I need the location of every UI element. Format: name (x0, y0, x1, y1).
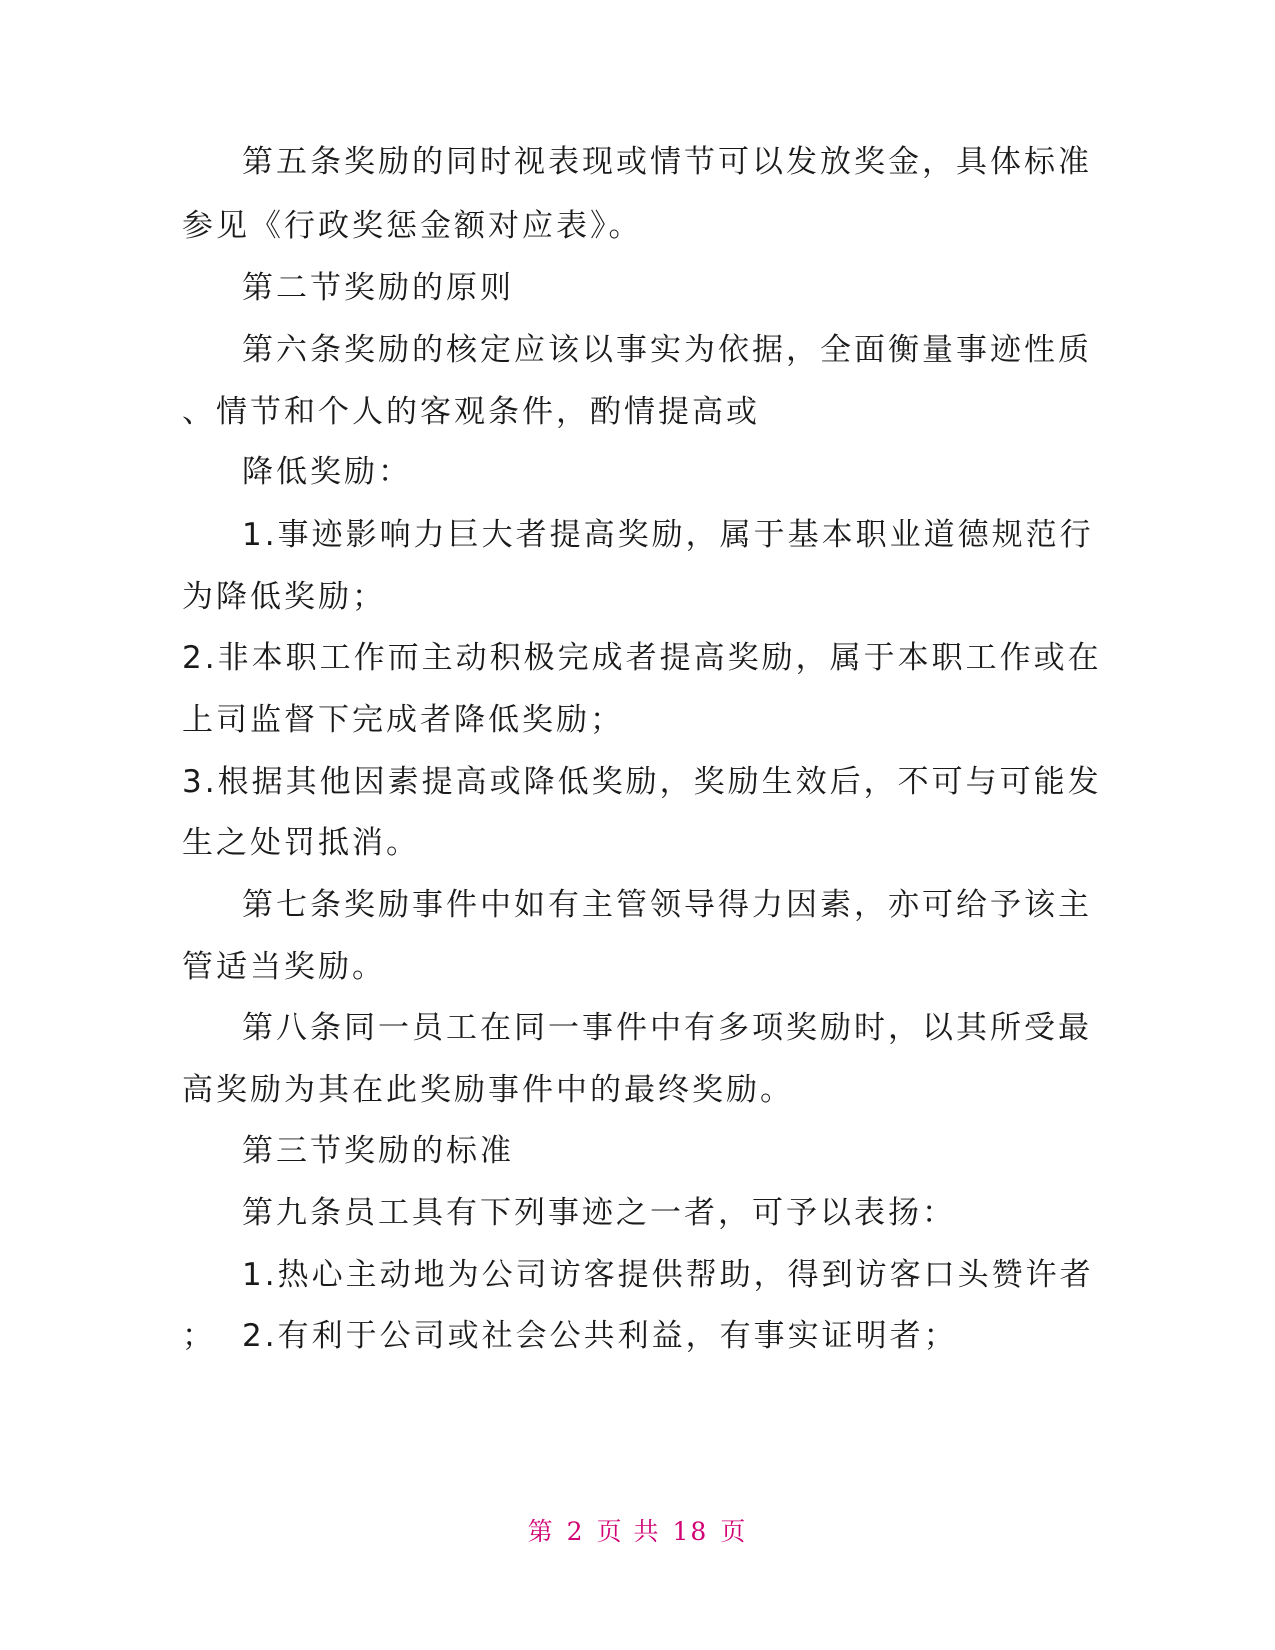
paragraph-line: 、情节和个人的客观条件，酌情提高或 (182, 394, 760, 430)
list-item: 上司监督下完成者降低奖励； (182, 702, 624, 738)
paragraph-line: 第七条奖励事件中如有主管领导得力因素，亦可给予该主 (242, 887, 1092, 923)
paragraph-line: 参见《行政奖惩金额对应表》。 (182, 208, 643, 244)
paragraph-line: 管适当奖励。 (182, 949, 386, 985)
list-item: 1.事迹影响力巨大者提高奖励，属于基本职业道德规范行 (242, 517, 1094, 553)
list-item: 生之处罚抵消。 (182, 825, 420, 861)
section-heading: 第三节奖励的标准 (242, 1133, 514, 1169)
list-item: ； (182, 1318, 216, 1354)
footer-prefix: 第 (527, 1517, 555, 1546)
paragraph-line: 第六条奖励的核定应该以事实为依据，全面衡量事迹性质 (242, 332, 1092, 368)
footer-total-pages: 18 (672, 1517, 709, 1546)
section-heading: 第二节奖励的原则 (242, 270, 514, 306)
paragraph-line: 第九条员工具有下列事迹之一者，可予以表扬： (242, 1195, 956, 1231)
paragraph-line: 第五条奖励的同时视表现或情节可以发放奖金，具体标准 (242, 144, 1092, 180)
paragraph-line: 降低奖励： (242, 454, 412, 490)
list-item: 2.有利于公司或社会公共利益，有事实证明者； (242, 1318, 958, 1354)
footer-middle: 页 共 (596, 1517, 661, 1546)
paragraph-line: 高奖励为其在此奖励事件中的最终奖励。 (182, 1072, 794, 1108)
paragraph-line: 第八条同一员工在同一事件中有多项奖励时，以其所受最 (242, 1010, 1092, 1046)
list-item: 2.非本职工作而主动积极完成者提高奖励，属于本职工作或在 (182, 640, 1102, 676)
footer-suffix: 页 (720, 1517, 748, 1546)
page-number-footer (0, 1512, 1275, 1548)
list-item: 为降低奖励； (182, 579, 386, 615)
footer-current-page: 2 (566, 1517, 585, 1546)
list-item: 3.根据其他因素提高或降低奖励，奖励生效后，不可与可能发 (182, 764, 1102, 800)
list-item: 1.热心主动地为公司访客提供帮助，得到访客口头赞许者 (242, 1257, 1094, 1293)
